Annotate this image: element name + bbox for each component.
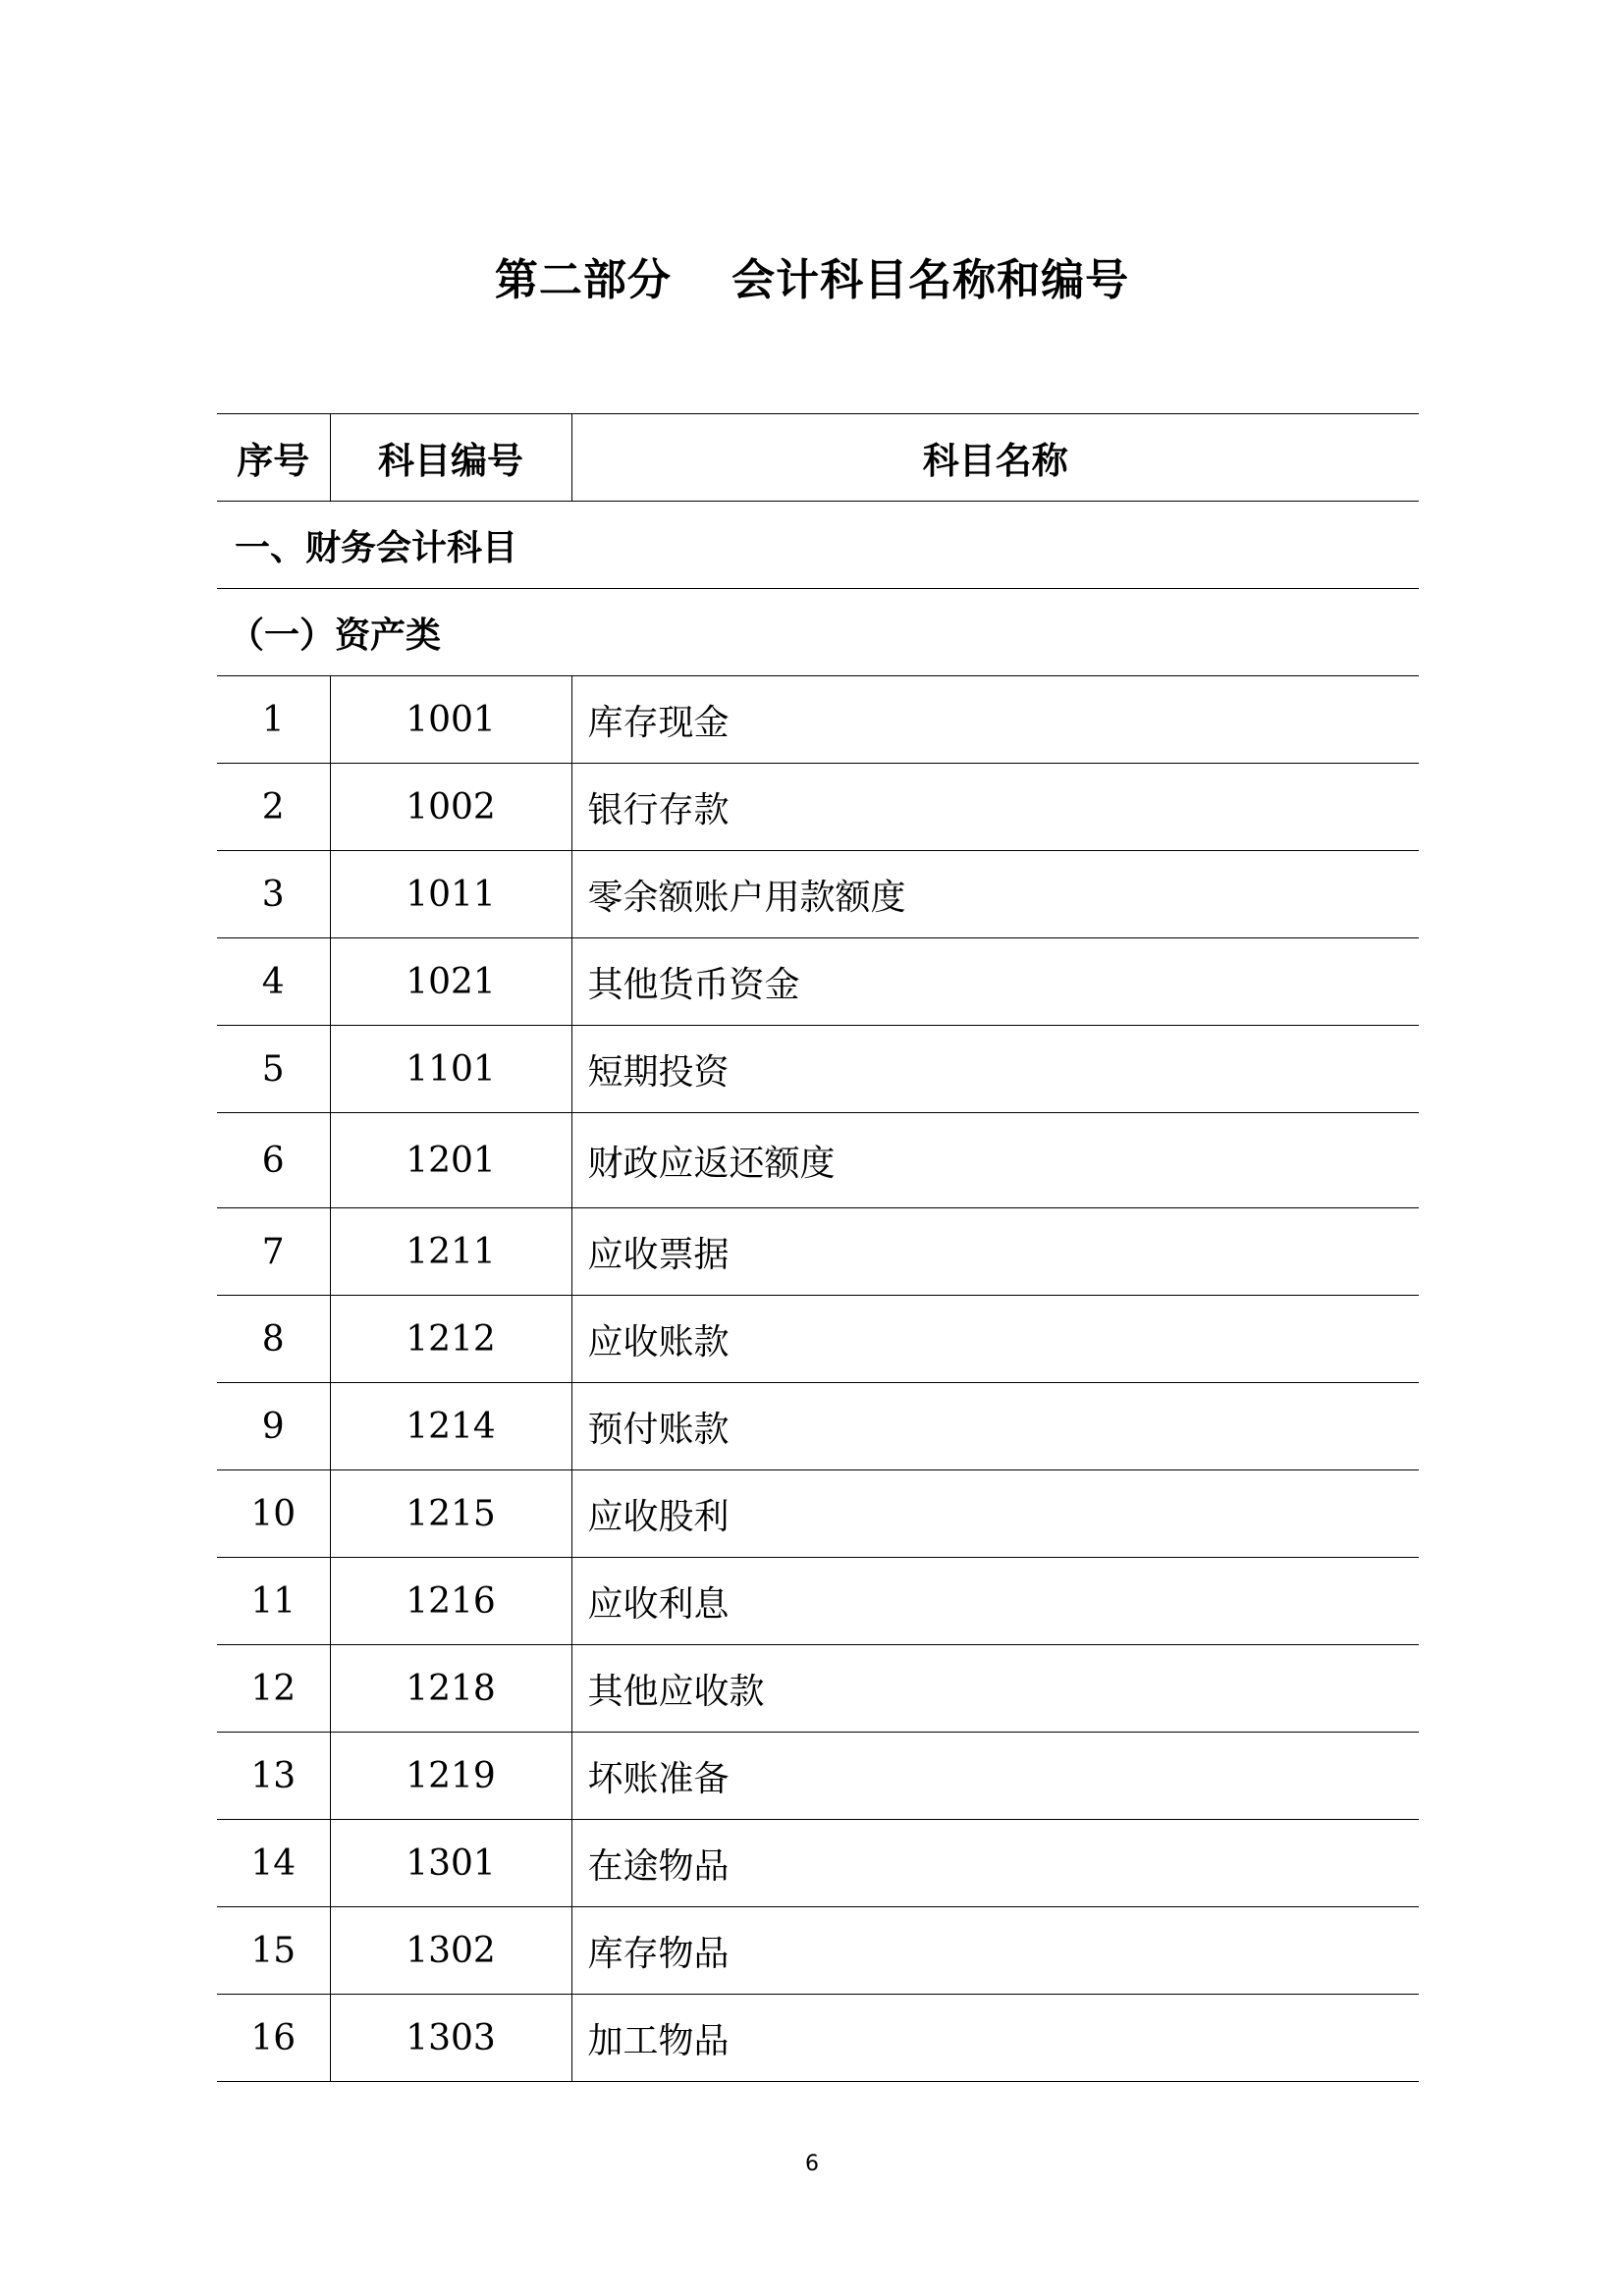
cell-seq: 2 [217,764,330,851]
cell-seq: 10 [217,1470,330,1558]
table-row [217,851,1419,938]
cell-code: 1101 [330,1026,571,1113]
accounts-table [217,413,1419,2082]
header-name: 科目名称 [571,414,1419,502]
cell-name: 坏账准备 [571,1733,1419,1820]
cell-code: 1002 [330,764,571,851]
cell-code: 1211 [330,1208,571,1296]
table-row [217,938,1419,1026]
cell-name: 应收利息 [571,1558,1419,1645]
subsection-heading: （一）资产类 [217,589,1419,676]
table-row [217,1733,1419,1820]
cell-code: 1021 [330,938,571,1026]
cell-seq: 3 [217,851,330,938]
cell-code: 1301 [330,1820,571,1907]
page-number: 6 [805,2152,819,2176]
table-row [217,764,1419,851]
header-seq: 序号 [217,414,330,502]
cell-seq: 12 [217,1645,330,1733]
table-row [217,1383,1419,1470]
page-title: 第二部分 会计科目名称和编号 [494,255,1130,305]
cell-name: 应收账款 [571,1296,1419,1383]
cell-name: 应收票据 [571,1208,1419,1296]
cell-code: 1218 [330,1645,571,1733]
cell-name: 在途物品 [571,1820,1419,1907]
table-header-row [217,414,1419,502]
cell-code: 1214 [330,1383,571,1470]
table-row [217,676,1419,764]
cell-code: 1215 [330,1470,571,1558]
header-code: 科目编号 [330,414,571,502]
cell-name: 财政应返还额度 [571,1113,1419,1208]
cell-name: 应收股利 [571,1470,1419,1558]
table-row [217,1907,1419,1995]
cell-seq: 13 [217,1733,330,1820]
cell-code: 1001 [330,676,571,764]
table-row [217,1995,1419,2082]
cell-seq: 11 [217,1558,330,1645]
cell-seq: 16 [217,1995,330,2082]
cell-seq: 7 [217,1208,330,1296]
cell-code: 1219 [330,1733,571,1820]
cell-name: 库存物品 [571,1907,1419,1995]
section-heading: 一、财务会计科目 [217,502,1419,589]
cell-name: 其他货币资金 [571,938,1419,1026]
cell-code: 1302 [330,1907,571,1995]
cell-seq: 5 [217,1026,330,1113]
table-row [217,1558,1419,1645]
cell-name: 其他应收款 [571,1645,1419,1733]
cell-code: 1212 [330,1296,571,1383]
cell-seq: 6 [217,1113,330,1208]
table-row [217,1208,1419,1296]
table-row [217,1470,1419,1558]
section-row [217,502,1419,589]
cell-seq: 8 [217,1296,330,1383]
table-row [217,1645,1419,1733]
table-row [217,1296,1419,1383]
cell-seq: 1 [217,676,330,764]
cell-code: 1201 [330,1113,571,1208]
cell-seq: 4 [217,938,330,1026]
cell-name: 短期投资 [571,1026,1419,1113]
cell-seq: 14 [217,1820,330,1907]
cell-name: 预付账款 [571,1383,1419,1470]
table-row [217,1026,1419,1113]
cell-code: 1303 [330,1995,571,2082]
cell-code: 1216 [330,1558,571,1645]
subsection-row [217,589,1419,676]
cell-seq: 9 [217,1383,330,1470]
cell-name: 银行存款 [571,764,1419,851]
cell-code: 1011 [330,851,571,938]
cell-seq: 15 [217,1907,330,1995]
cell-name: 零余额账户用款额度 [571,851,1419,938]
table-row [217,1820,1419,1907]
cell-name: 加工物品 [571,1995,1419,2082]
cell-name: 库存现金 [571,676,1419,764]
table-row [217,1113,1419,1208]
